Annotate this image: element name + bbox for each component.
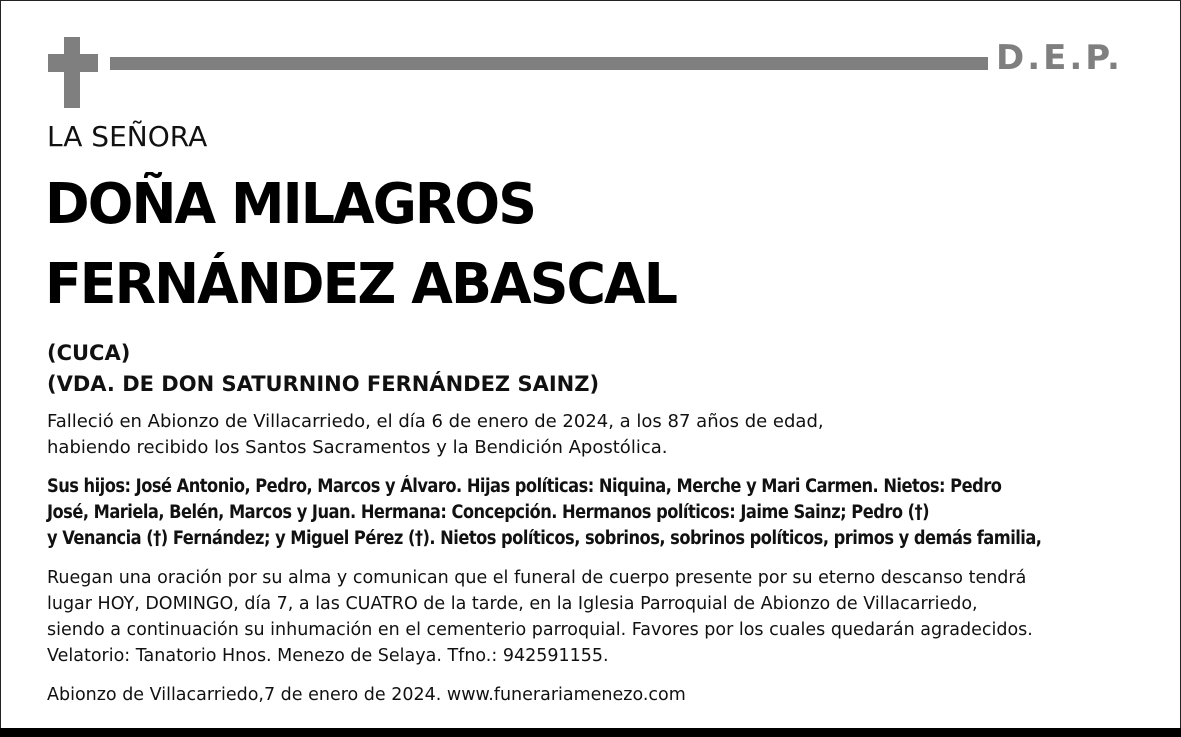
funeral-line: lugar HOY, DOMINGO, día 7, a las CUATRO de la tarde, en la Iglesia Parroquial de Abionzo de Villacarriedo,	[47, 594, 978, 614]
nickname: (CUCA)	[47, 341, 131, 365]
death-notice-line: habiendo recibido los Santos Sacramentos y la Bendición Apostólica.	[47, 437, 668, 458]
family-line: José, Mariela, Belén, Marcos y Juan. Hermana: Concepción. Hermanos políticos: Jaime Sainz; Pedro (†)	[47, 502, 930, 523]
footer-text: Abionzo de Villacarriedo,7 de enero de 2024. www.funerariamenezo.com	[47, 685, 686, 705]
family-line: Sus hijos: José Antonio, Pedro, Marcos y Álvaro. Hijas políticas: Niquina, Merche y Mari Carmen. Nietos: Pedro	[47, 476, 1002, 497]
cross-icon-arm	[48, 54, 98, 72]
bottom-bar	[0, 728, 1181, 737]
funeral-details	[47, 565, 1033, 669]
death-notice-line: Falleció en Abionzo de Villacarriedo, el día 6 de enero de 2024, a los 87 años de edad,	[47, 411, 824, 432]
header-rule	[110, 57, 988, 70]
death-notice	[47, 409, 824, 461]
widow-of: (VDA. DE DON SATURNINO FERNÁNDEZ SAINZ)	[47, 372, 600, 396]
funeral-line: Ruegan una oración por su alma y comunican que el funeral de cuerpo presente por su eterno descanso tendrá	[47, 568, 1027, 588]
funeral-line: Velatorio: Tanatorio Hnos. Menezo de Selaya. Tfno.: 942591155.	[47, 646, 609, 666]
dep-label: D.E.P.	[996, 38, 1123, 78]
deceased-name-line2: FERNÁNDEZ ABASCAL	[45, 252, 677, 317]
deceased-name-line1: DOÑA MILAGROS	[45, 172, 535, 237]
pretitle: LA SEÑORA	[47, 120, 208, 153]
family-list	[47, 474, 1041, 552]
funeral-line: siendo a continuación su inhumación en el cementerio parroquial. Favores por los cuales quedarán agradecidos.	[47, 620, 1033, 640]
cross-icon	[64, 37, 80, 108]
family-line: y Venancia (†) Fernández; y Miguel Pérez (†). Nietos políticos, sobrinos, sobrinos políticos, primos y demás familia,	[47, 528, 1042, 549]
